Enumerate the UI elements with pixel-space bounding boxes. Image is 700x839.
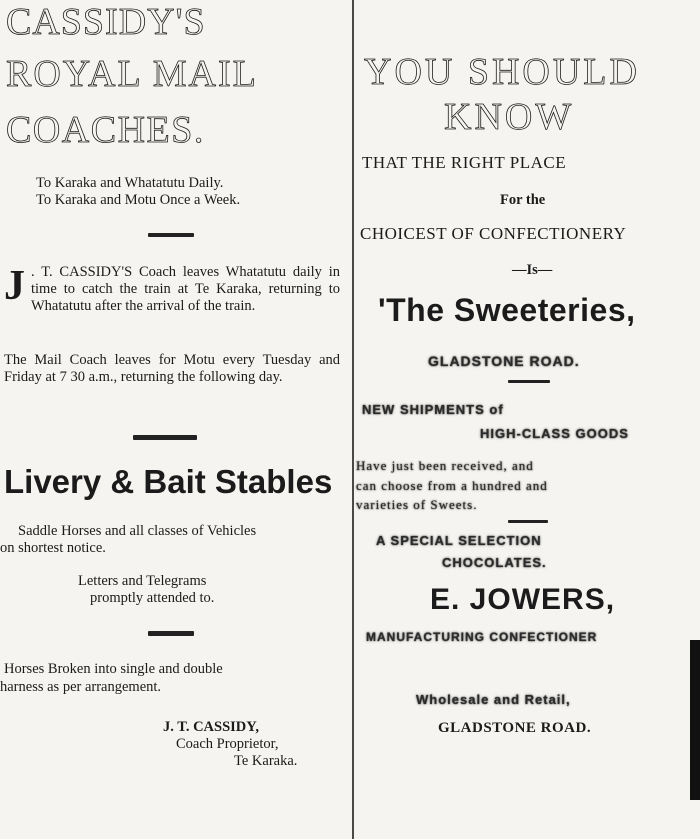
cassidy-title-line1: CASSIDY'S	[6, 1, 206, 43]
horses-line2: harness as per arrangement.	[0, 679, 162, 695]
shop-road: GLADSTONE ROAD.	[428, 353, 580, 369]
cassidy-title-line2: ROYAL MAIL	[6, 53, 258, 95]
column-rule	[352, 0, 354, 839]
divider-3	[148, 631, 194, 636]
wholesale-line: Wholesale and Retail,	[416, 692, 571, 707]
stables-line2: on shortest notice.	[0, 540, 106, 556]
choicest-line: CHOICEST OF CONFECTIONERY	[360, 224, 627, 243]
right-place-line: THAT THE RIGHT PLACE	[362, 153, 567, 172]
chocolates-line1: A SPECIAL SELECTION	[376, 533, 542, 548]
have-just-line3: varieties of Sweets.	[356, 497, 478, 512]
new-shipments-line1: NEW SHIPMENTS of	[362, 402, 504, 417]
dropcap-letter: J	[4, 263, 25, 309]
for-the-line: For the	[500, 192, 546, 208]
shop-name: 'The Sweeteries,	[378, 292, 636, 328]
divider-4	[508, 380, 550, 383]
cassidy-title-line3: COACHES.	[6, 109, 205, 151]
manufacturing-line: MANUFACTURING CONFECTIONER	[366, 630, 598, 644]
know-title-line2: KNOW	[444, 96, 575, 138]
address-line: GLADSTONE ROAD.	[438, 720, 592, 736]
have-just-line1: Have just been received, and	[356, 458, 534, 473]
divider-1	[148, 233, 194, 237]
new-shipments-line2: HIGH-CLASS GOODS	[480, 426, 629, 441]
divider-2	[133, 435, 197, 440]
mail-coach-paragraph: The Mail Coach leaves for Motu every Tuesday and Friday at 7 30 a.m., returning the following day.	[4, 352, 340, 385]
have-just-line2: can choose from a hundred and	[356, 478, 548, 493]
stables-title: Livery & Bait Stables	[4, 463, 333, 500]
know-title-line1: YOU SHOULD	[364, 51, 640, 93]
signature-title: Coach Proprietor,	[176, 736, 279, 752]
coach-paragraph-text: . T. CASSIDY'S Coach leaves Whatatutu daily in time to catch the train at Te Karaka, returning to Whatatutu after the arrival of the train.	[31, 264, 340, 314]
is-line: —Is—	[512, 262, 553, 278]
stables-line1: Saddle Horses and all classes of Vehicles	[18, 523, 257, 539]
route-line1: To Karaka and Whatatutu Daily.	[36, 175, 224, 191]
signature-name: J. T. CASSIDY,	[163, 719, 260, 735]
signature-place: Te Karaka.	[234, 753, 298, 769]
letters-line2: promptly attended to.	[90, 590, 215, 606]
coach-paragraph	[4, 264, 340, 315]
sweeteries-advert	[356, 0, 700, 839]
chocolates-line2: CHOCOLATES.	[442, 555, 547, 570]
divider-5	[508, 520, 548, 523]
route-line2: To Karaka and Motu Once a Week.	[36, 192, 241, 208]
horses-line1: Horses Broken into single and double	[4, 661, 223, 677]
owner-name: E. JOWERS,	[430, 583, 616, 616]
letters-line1: Letters and Telegrams	[78, 573, 207, 589]
